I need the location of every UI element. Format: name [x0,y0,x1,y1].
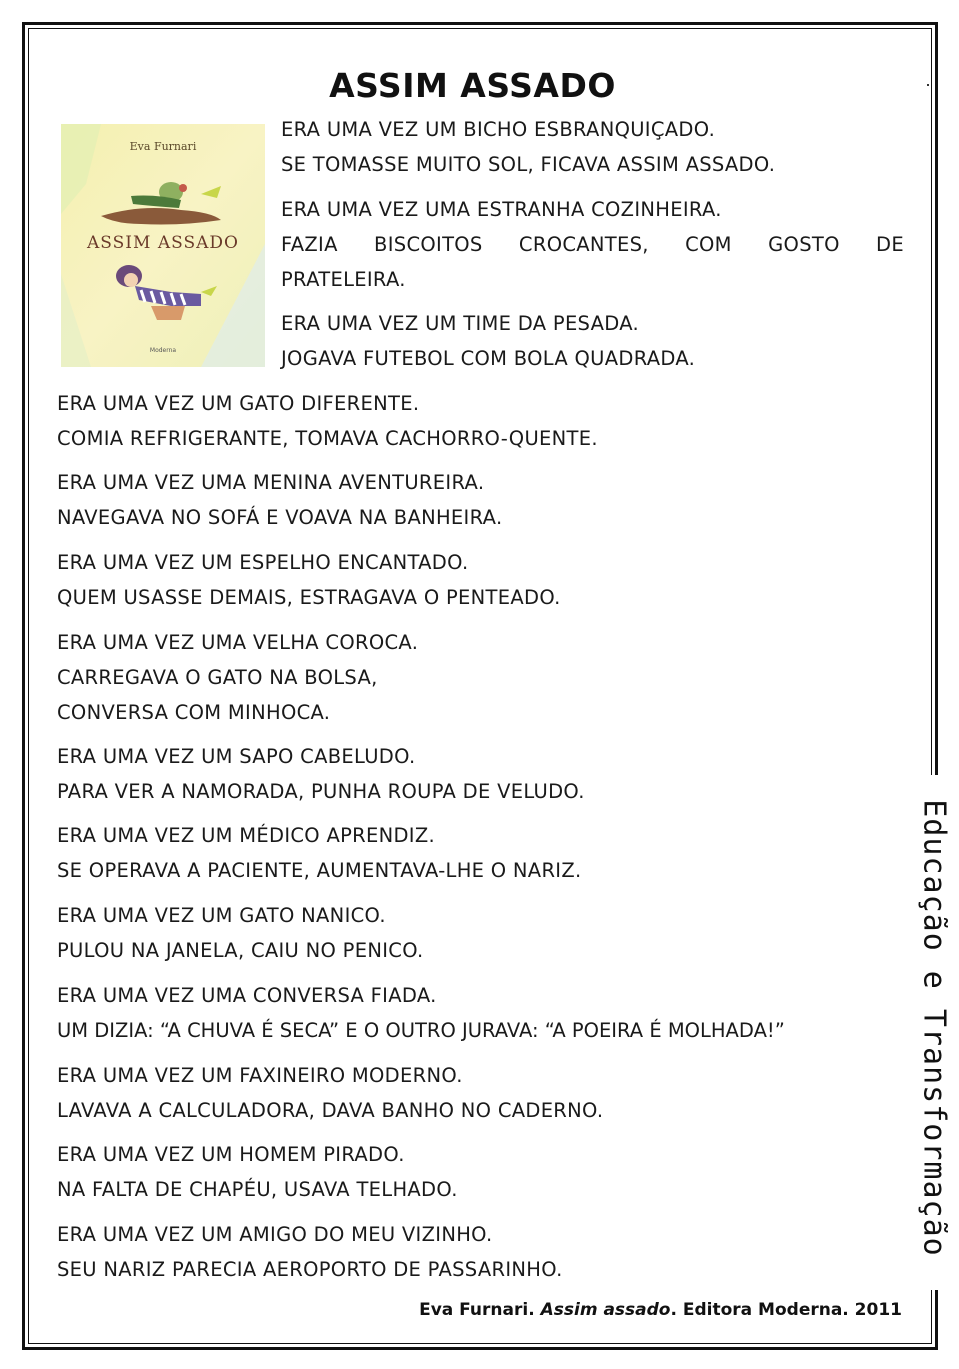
page-title: ASSIM ASSADO [329,66,616,105]
source-credit [419,1300,902,1320]
stanza-3 [281,306,695,376]
cover-author: Eva Furnari [129,140,197,153]
stanza-line: JOGAVA FUTEBOL COM BOLA QUADRADA. [281,347,696,370]
stanza-line: ERA UMA VEZ UM TIME DA PESADA. [281,312,640,335]
stanza-8 [57,739,585,809]
stanza-line: ERA UMA VEZ UM SAPO CABELUDO. [57,745,416,768]
stanza-line: CARREGAVA O GATO NA BOLSA, [57,666,378,689]
stanza-line: UM DIZIA: “A CHUVA É SECA” E O OUTRO JURAVA: “A POEIRA É MOLHADA!” [57,1019,785,1042]
stanza-line: SE TOMASSE MUITO SOL, FICAVA ASSIM ASSADO. [281,153,776,176]
stanza-line: NA FALTA DE CHAPÉU, USAVA TELHADO. [57,1178,458,1201]
stanza-line: ERA UMA VEZ UMA CONVERSA FIADA. [57,984,437,1007]
stanza-line: ERA UMA VEZ UM MÉDICO APRENDIZ. [57,824,436,847]
stanza-14 [57,1217,563,1287]
stanza-line: NAVEGAVA NO SOFÁ E VOAVA NA BANHEIRA. [57,506,503,529]
stanza-1 [281,112,775,182]
stanza-13 [57,1137,458,1207]
stanza-line: ERA UMA VEZ UM HOMEM PIRADO. [57,1143,405,1166]
stanza-line: COMIA REFRIGERANTE, TOMAVA CACHORRO-QUENTE. [57,427,598,450]
stanza-line: ERA UMA VEZ UM GATO NANICO. [57,904,386,927]
stanza-line: ERA UMA VEZ UMA MENINA AVENTUREIRA. [57,471,485,494]
stanza-line: ERA UMA VEZ UM ESPELHO ENCANTADO. [57,551,469,574]
stanza-line: PULOU NA JANELA, CAIU NO PENICO. [57,939,424,962]
stanza-2 [281,192,904,297]
stanza-5 [57,465,502,535]
stanza-4 [57,386,598,456]
cover-title: ASSIM ASSADO [87,233,239,253]
stanza-line: ERA UMA VEZ UMA VELHA COROCA. [57,631,419,654]
stanza-11 [57,978,785,1048]
stanza-line: ERA UMA VEZ UM AMIGO DO MEU VIZINHO. [57,1223,493,1246]
book-cover-image [61,124,265,367]
stanza-9 [57,818,582,888]
stanza-line: FAZIA BISCOITOS CROCANTES, COM GOSTO DE [281,233,904,256]
watermark [916,799,952,1257]
stanza-line: CONVERSA COM MINHOCA. [57,701,331,724]
stanza-line: SE OPERAVA A PACIENTE, AUMENTAVA-LHE O NARIZ. [57,859,582,882]
stanza-6 [57,545,561,615]
credit-publisher-year: . Editora Moderna. 2011 [670,1300,902,1320]
stanza-line: SEU NARIZ PARECIA AEROPORTO DE PASSARINHO. [57,1258,563,1281]
cover-publisher: Moderna [149,347,177,354]
credit-book-title: Assim assado [540,1300,671,1320]
stanza-line: LAVAVA A CALCULADORA, DAVA BANHO NO CADERNO. [57,1099,604,1122]
stanza-line: ERA UMA VEZ UM BICHO ESBRANQUIÇADO. [281,118,716,141]
stanza-line: ERA UMA VEZ UM GATO DIFERENTE. [57,392,420,415]
stanza-line: QUEM USASSE DEMAIS, ESTRAGAVA O PENTEADO. [57,586,561,609]
stanza-12 [57,1058,603,1128]
watermark-text: Educação e Transformação [916,799,952,1257]
stanza-line: ERA UMA VEZ UMA ESTRANHA COZINHEIRA. [281,198,722,221]
stanza-line: PRATELEIRA. [281,268,406,291]
stanza-10 [57,898,424,968]
credit-author: Eva Furnari. [419,1300,535,1320]
stanza-line: PARA VER A NAMORADA, PUNHA ROUPA DE VELUDO. [57,780,585,803]
stanza-7 [57,625,418,730]
stanza-line: ERA UMA VEZ UM FAXINEIRO MODERNO. [57,1064,463,1087]
